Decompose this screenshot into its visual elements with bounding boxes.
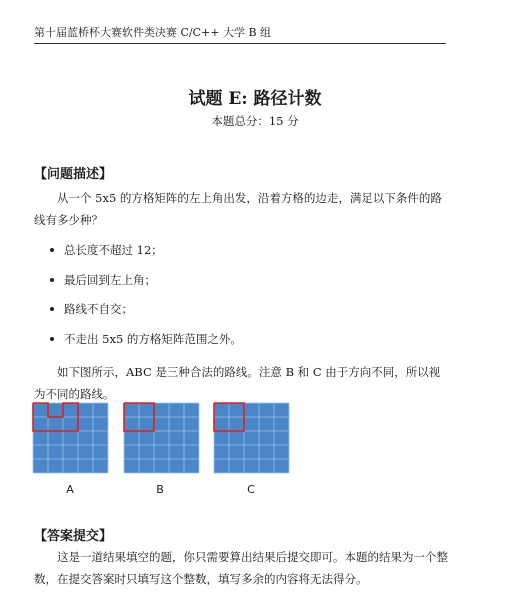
figure-label-b: B xyxy=(156,483,164,496)
figure-label-c: C xyxy=(247,483,255,496)
problem-score: 本题总分：15 分 xyxy=(211,114,299,128)
condition-item: 总长度不超过 12； xyxy=(48,240,242,270)
condition-item: 最后回到左上角； xyxy=(48,270,242,300)
figure-label-a: A xyxy=(66,483,74,496)
grid-b xyxy=(124,403,199,473)
route-figure-c xyxy=(213,402,293,474)
route-figure-b xyxy=(123,402,203,474)
problem-title: 试题 E: 路径计数 xyxy=(188,89,322,109)
route-figure-a xyxy=(32,402,112,474)
grid-c xyxy=(214,403,289,473)
figure-note: 如下图所示，ABC 是三种合法的路线。注意 B 和 C 由于方向不同，所以视为不同的路线。 xyxy=(34,365,441,401)
problem-description-heading: 【问题描述】 xyxy=(34,167,113,182)
answer-instructions: 这是一道结果填空的题，你只需要算出结果后提交即可。本题的结果为一个整数，在提交答案时只填写这个整数，填写多余的内容将无法得分。 xyxy=(34,550,448,586)
page-header: 第十届蓝桥杯大赛软件类决赛 C/C++ 大学 B 组 xyxy=(34,24,446,44)
problem-intro: 从一个 5x5 的方格矩阵的左上角出发，沿着方格的边走，满足以下条件的路线有多少种？ xyxy=(34,191,442,227)
grid-background xyxy=(214,403,289,473)
answer-submission-heading: 【答案提交】 xyxy=(34,529,113,544)
grid-a xyxy=(33,403,108,473)
condition-item: 不走出 5x5 的方格矩阵范围之外。 xyxy=(48,329,242,359)
grid-background xyxy=(33,403,108,473)
condition-list xyxy=(48,240,242,358)
grid-background xyxy=(124,403,199,473)
condition-item: 路线不自交； xyxy=(48,299,242,329)
